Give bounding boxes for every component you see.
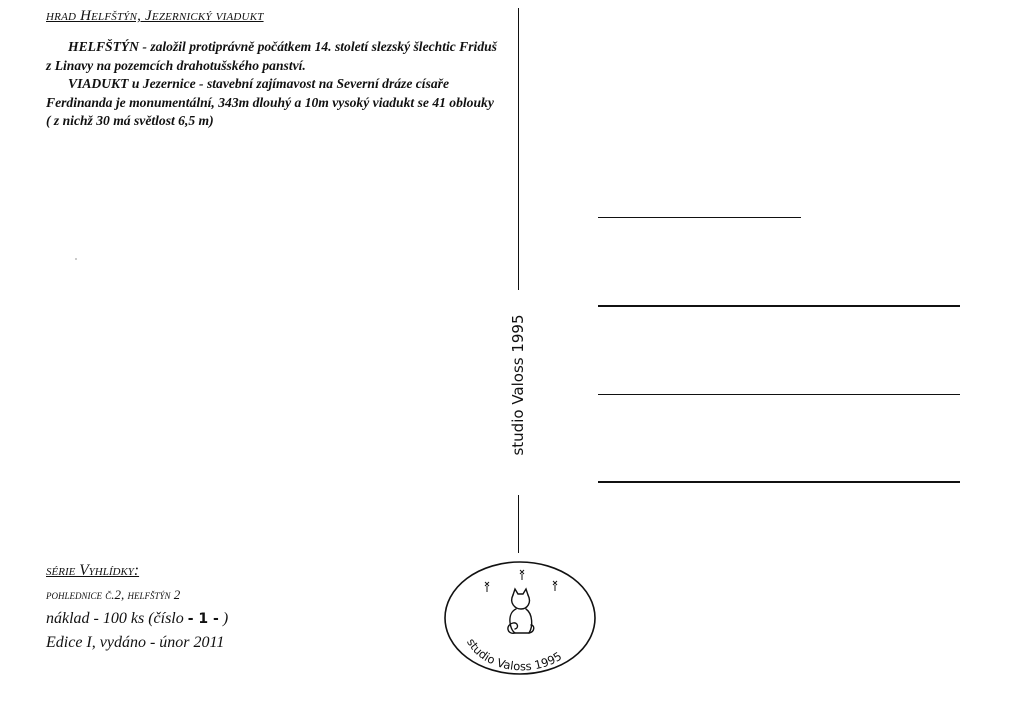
flower-icons	[485, 570, 557, 592]
description-viadukt: VIADUKT u Jezernice - stavební zajímavost na Severní dráze císaře Ferdinanda je monumentální, 343m dlouhý a 10m vysoký viadukt se 41 oblouky ( z nichž 30 má světlost 6,5 m)	[46, 76, 494, 129]
edition-line: Edice I, vydáno - únor 2011	[46, 634, 225, 651]
description-block	[46, 38, 501, 131]
series-title: série Vyhlídky:	[46, 562, 140, 579]
cat-icon	[508, 589, 534, 633]
svg-text:studio Valoss 1995	[464, 636, 564, 674]
postcard-title: hrad Helfštýn, Jezernický viadukt	[46, 8, 264, 24]
paper-speck	[75, 258, 77, 260]
print-run-number: - 1 -	[187, 611, 219, 627]
stamp-text: studio Valoss 1995	[464, 635, 565, 674]
print-run-suffix: )	[218, 610, 229, 627]
address-line-3	[598, 394, 960, 395]
publisher-stamp	[443, 559, 598, 677]
print-run-line	[46, 610, 228, 628]
address-line-4	[598, 481, 960, 483]
series-subtitle: pohlednice č.2, helfštýn 2	[46, 587, 181, 602]
vertical-publisher-label: studio Valoss 1995	[509, 314, 527, 456]
address-line-2	[598, 305, 960, 307]
print-run-prefix: náklad - 100 ks (číslo	[46, 610, 188, 627]
address-line-1	[598, 217, 801, 218]
description-helfstyn: HELFŠTÝN - založil protiprávně počátkem 14. století slezský šlechtic Friduš z Linavy na pozemcích drahotušského panství.	[46, 39, 497, 73]
stamp-outer-ring	[445, 562, 595, 674]
